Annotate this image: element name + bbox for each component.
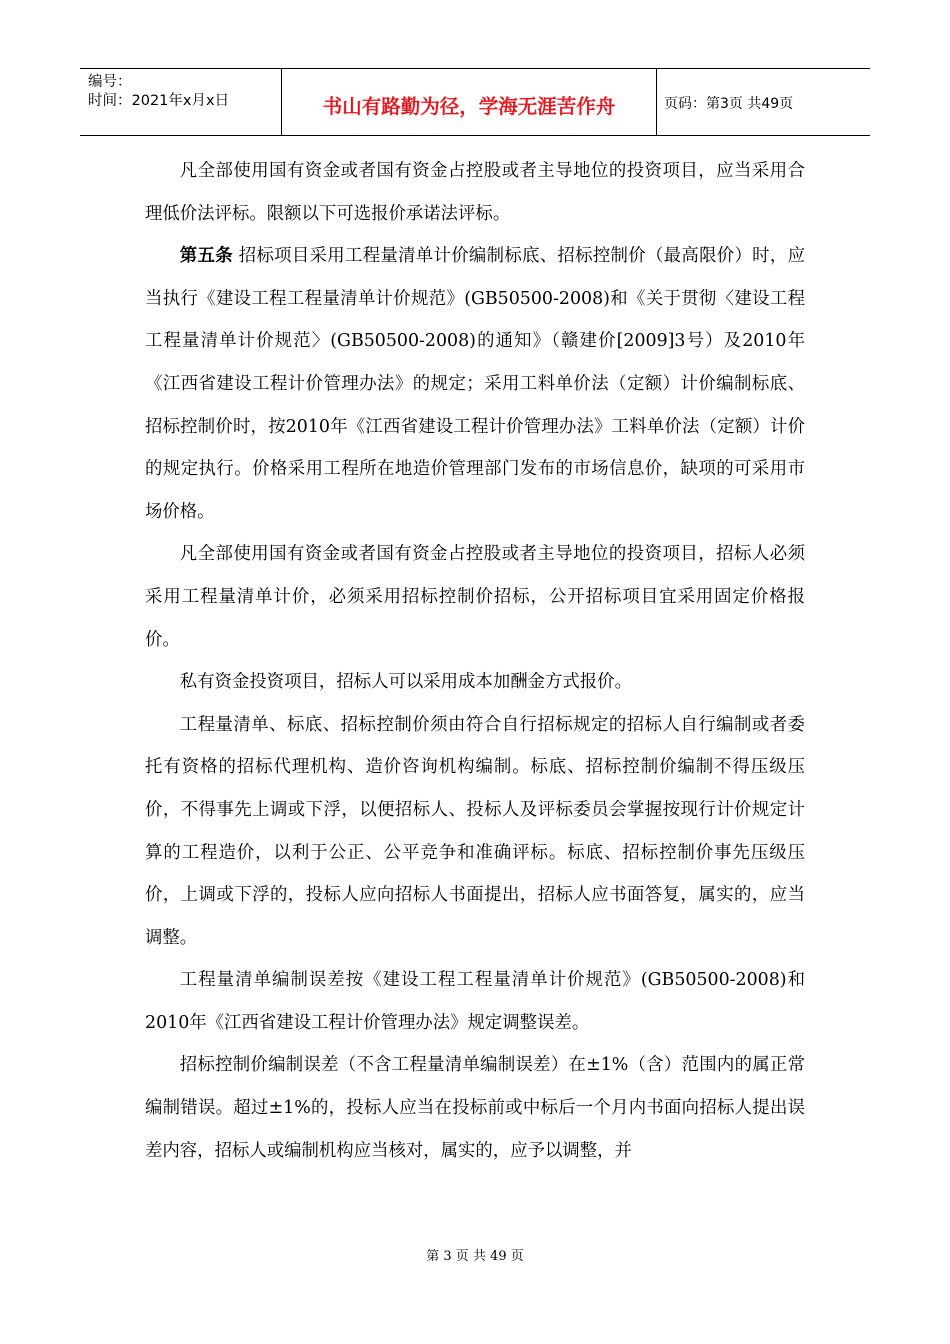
- page-footer: 第 3 页 共 49 页: [426, 1249, 524, 1264]
- article-heading: 第五条: [179, 246, 233, 267]
- paragraph-3: 凡全部使用国有资金或者国有资金占控股或者主导地位的投资项目，招标人必须采用工程量清单计价，必须采用招标控制价招标，公开招标项目宜采用固定价格报价。: [145, 544, 805, 650]
- time-label: 时间：2021年x月x日: [88, 93, 230, 109]
- header-motto: 书山有路勤为径，学海无涯苦作舟: [282, 69, 657, 135]
- document-body: [145, 150, 805, 1172]
- paragraph-article-5: [145, 235, 805, 533]
- header-page-info: 页码：第3页 共49页: [664, 96, 794, 112]
- header-meta-cell: [80, 69, 282, 135]
- document-header: [80, 68, 870, 136]
- number-label: 编号：: [88, 74, 132, 90]
- paragraph-7: 招标控制价编制误差（不含工程量清单编制误差）在±1%（含）范围内的属正常编制错误。超过±1%的，投标人应当在投标前或中标后一个月内书面向招标人提出误差内容，招标人或编制机构应当核对，属实的，应予以调整，并: [145, 1055, 805, 1161]
- paragraph-5: 工程量清单、标底、招标控制价须由符合自行招标规定的招标人自行编制或者委托有资格的招标代理机构、造价咨询机构编制。标底、招标控制价编制不得压级压价，不得事先上调或下浮，以便招标人、投标人及评标委员会掌握按现行计价规定计算的工程造价，以利于公正、公平竞争和准确评标。标底、招标控制价事先压级压价，上调或下浮的，投标人应向招标人书面提出，招标人应书面答复，属实的，应当调整。: [145, 714, 805, 948]
- paragraph-4: 私有资金投资项目，招标人可以采用成本加酬金方式报价。: [179, 672, 632, 693]
- paragraph-1: 凡全部使用国有资金或者国有资金占控股或者主导地位的投资项目，应当采用合理低价法评标。限额以下可选报价承诺法评标。: [145, 161, 805, 224]
- article-text: 招标项目采用工程量清单计价编制标底、招标控制价（最高限价）时，应当执行《建设工程工程量清单计价规范》(GB50500-2008)和《关于贯彻〈建设工程工程量清单计价规范〉(GB50500-2008)的通知》（赣建价[2009]3号）及2010年《江西省建设工程计价管理办法》的规定；采用工料单价法（定额）计价编制标底、招标控制价时，按2010年《江西省建设工程计价管理办法》工料单价法（定额）计价的规定执行。价格采用工程所在地造价管理部门发布的市场信息价，缺项的可采用市场价格。: [145, 246, 805, 522]
- paragraph-6: 工程量清单编制误差按《建设工程工程量清单计价规范》(GB50500-2008)和2010年《江西省建设工程计价管理办法》规定调整误差。: [145, 970, 805, 1033]
